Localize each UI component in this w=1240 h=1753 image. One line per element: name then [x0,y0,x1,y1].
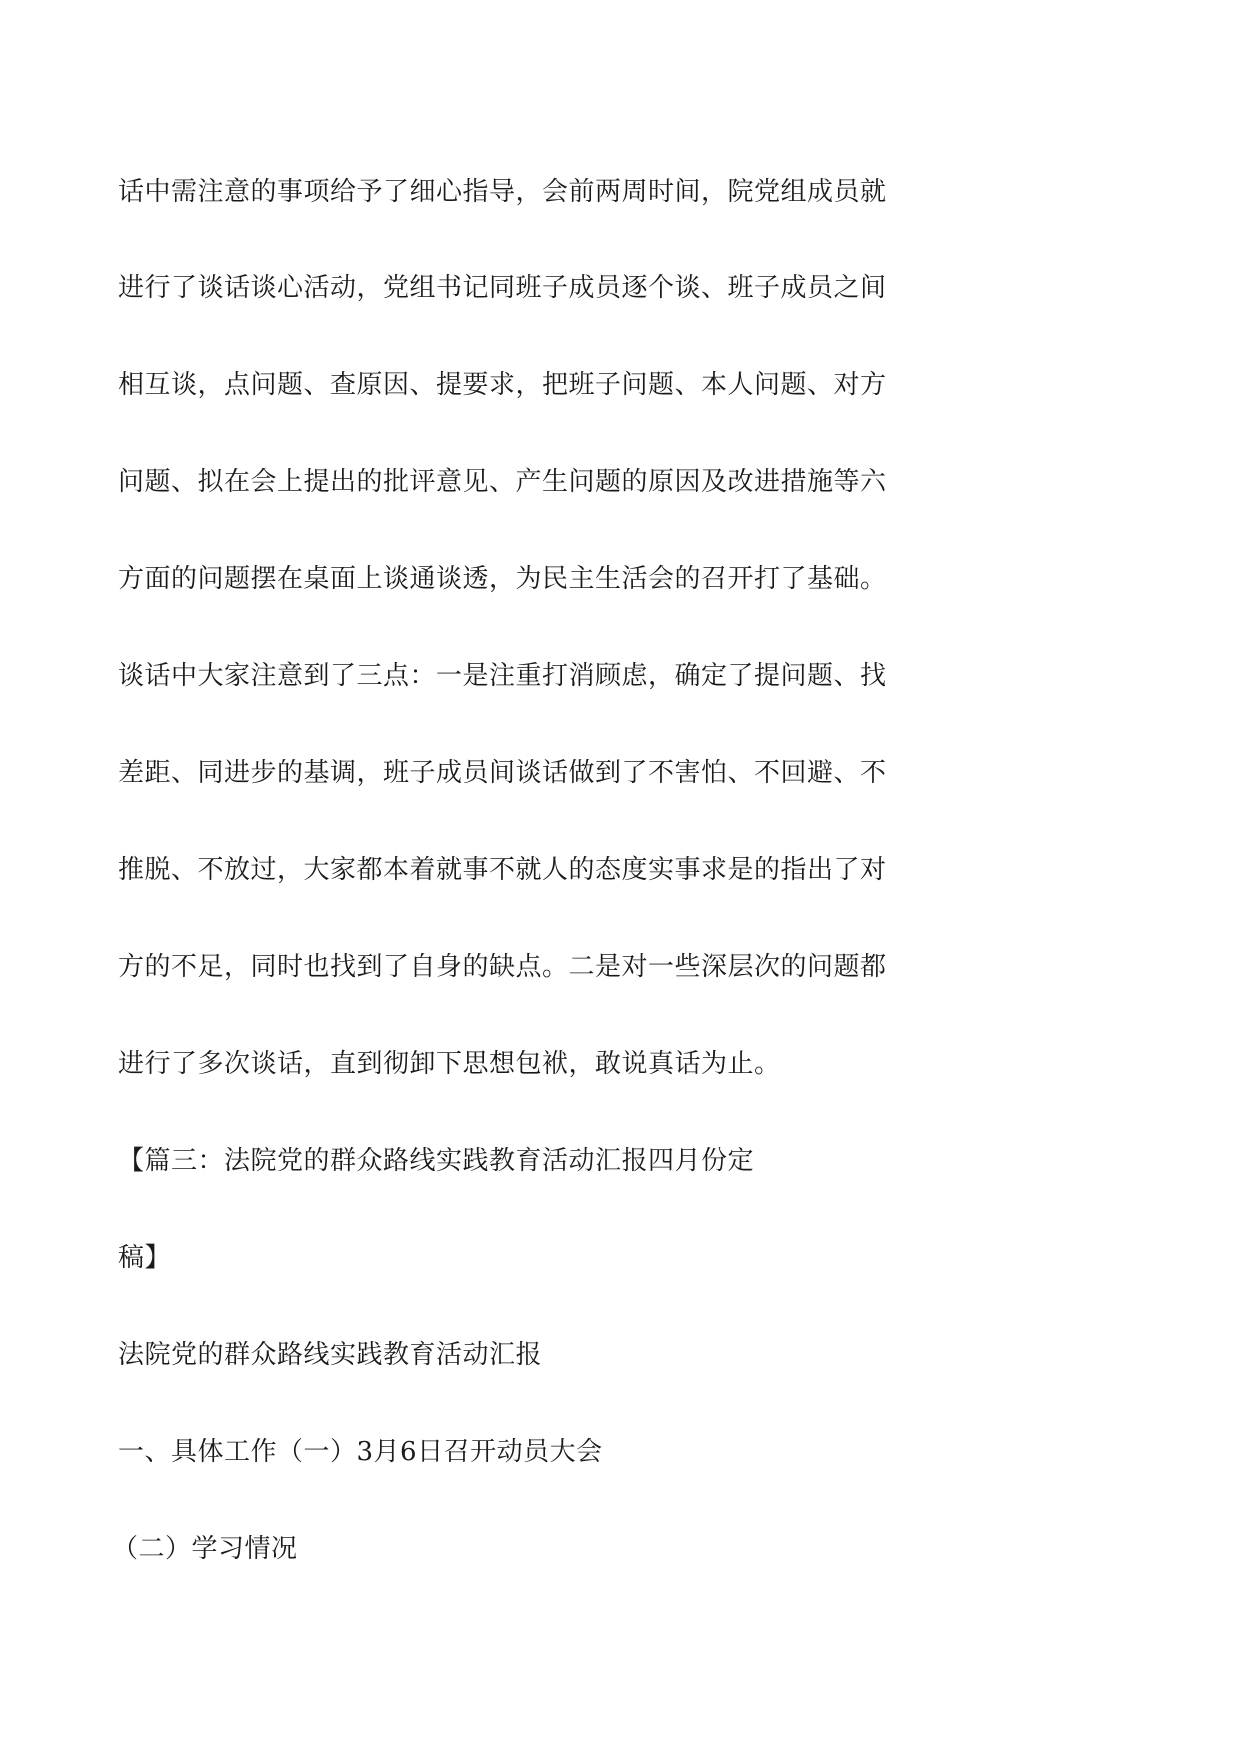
body-line-6: 谈话中大家注意到了三点：一是注重打消顾虑，确定了提问题、找 [118,661,887,691]
body-line-10: 进行了多次谈话，直到彻卸下思想包袱，敢说真话为止。 [118,1049,781,1079]
body-line-5: 方面的问题摆在桌面上谈通谈透，为民主生活会的召开打了基础。 [118,564,887,594]
body-line-3: 相互谈，点问题、查原因、提要求，把班子问题、本人问题、对方 [118,370,887,400]
work-item-1: 一、具体工作（一）3月6日召开动员大会 [118,1437,603,1467]
body-line-9: 方的不足，同时也找到了自身的缺点。二是对一些深层次的问题都 [118,952,887,982]
body-line-1: 话中需注意的事项给予了细心指导，会前两周时间，院党组成员就 [118,177,887,207]
body-line-4: 问题、拟在会上提出的批评意见、产生问题的原因及改进措施等六 [118,467,887,497]
body-line-7: 差距、同进步的基调，班子成员间谈话做到了不害怕、不回避、不 [118,758,887,788]
section-heading-continuation: 稿】 [118,1243,172,1273]
work-item-2: （二）学习情况 [112,1534,298,1564]
report-title: 法院党的群众路线实践教育活动汇报 [118,1340,543,1370]
body-line-2: 进行了谈话谈心活动，党组书记同班子成员逐个谈、班子成员之间 [118,273,887,303]
body-line-8: 推脱、不放过，大家都本着就事不就人的态度实事求是的指出了对 [118,855,887,885]
section-heading: 【篇三：法院党的群众路线实践教育活动汇报四月份定 [118,1146,755,1176]
